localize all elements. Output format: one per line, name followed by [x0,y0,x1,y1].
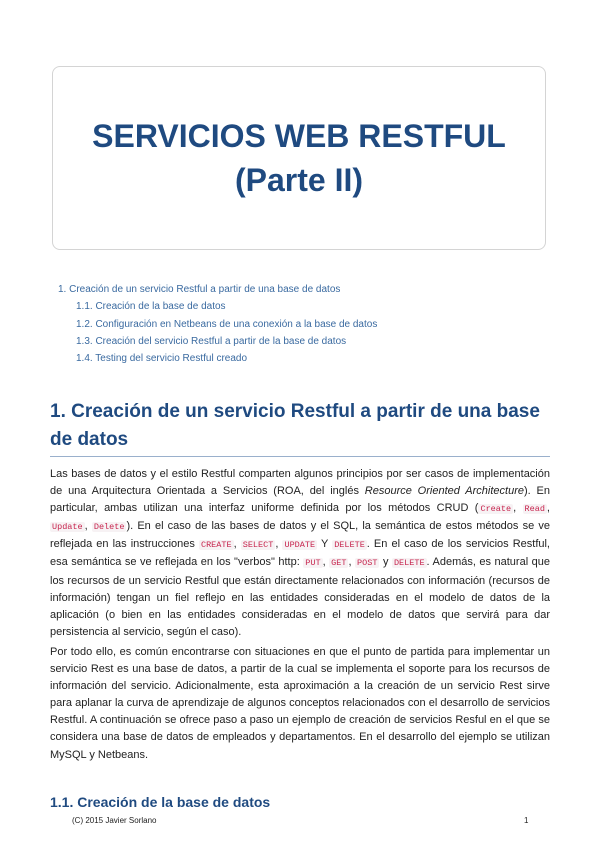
code-http-put: PUT [305,558,321,569]
code-read: Read [524,504,545,515]
code-http-post: POST [357,558,378,569]
heading-rule [50,456,550,457]
p1-text-d: . En el caso de los servicios Restful, esa semántica se ve reflejada en los "verbos" http: [50,538,550,569]
paragraph-1: Las bases de datos y el estilo Restful comparten algunos principios por ser casos de implementación de una Arquitectura Orientada a Servicios (ROA, del inglés Resource Oriented Architecture). En particular, ambas utilizan una interfaz uniforme definida por los métodos CRUD ( Create , Read , Update , Delete ). En el caso de las bases de datos y el SQL, la semántica de estos métodos se ve reflejada en las instrucciones CREATE , SELECT , UPDATE Y DELETE . En el caso de los servicios Restful, esa semántica se ve reflejada en los "verbos" http: PUT , GET , POST y DELETE . Además, es natural que los recursos de un servicio Restful que están directamente relacionados con información (recursos de información) tengan un fiel reflejo en las entidades consideradas en el modelo de datos de la aplicación (o bien en las entidades consideradas en el modelo de datos que servirá para dar persistencia al servicio, según el caso). [50,468,551,638]
code-http-get: GET [331,558,347,569]
code-sql-update: UPDATE [284,540,316,551]
section-heading-1: 1. Creación de un servicio Restful a partir de una base de datos [50,401,540,450]
code-sql-create: CREATE [200,540,232,551]
code-update: Update [52,522,83,533]
toc-item-1[interactable]: 1. Creación de un servicio Restful a partir de una base de datos [58,284,341,295]
code-delete: Delete [93,522,125,533]
code-sql-select: SELECT [242,540,274,551]
document-title: SERVICIOS WEB RESTFUL [92,118,506,154]
toc-item-1-1[interactable]: 1.1. Creación de la base de datos [76,301,226,313]
toc-item-1-3[interactable]: 1.3. Creación del servicio Restful a partir de la base de datos [76,335,347,347]
footer-copyright: (C) 2015 Javier Sorlano [72,816,157,825]
p1-italic: Resource Oriented Architecture [364,485,524,498]
p1-sql-and: Y [320,538,329,551]
p1-text-a: Las bases de datos y el estilo Restful comparten algunos principios por ser casos de implementación de una Arquitectura Orientada a Servicios (ROA, del inglés [50,468,550,498]
document-subtitle: (Parte II) [234,162,364,198]
toc-item-1-4[interactable]: 1.4. Testing del servicio Restful creado [76,353,248,365]
paragraph-2: Por todo ello, es común encontrarse con situaciones en que el punto de partida para implementar un servicio Rest es una base de datos, a partir de la cual se implementa el soporte para los recursos de información del servicio. Adicionalmente, esta aproximación a la creación de un servicio Rest sirve para aplanar la curva de aprendizaje de algunos conceptos relacionados con el desarrollo de servicios Restful. A continuación se ofrece paso a paso un ejemplo de creación de servicios Resful en el que se considera una base de datos de empleados y departamentos. En el desarrollo del ejemplo se utilizan MySQL y Netbeans. [50,646,550,761]
title-box [52,66,546,250]
section-heading-1-1: 1.1. Creación de la base de datos [50,794,271,810]
p1-http-and: y [382,556,389,569]
page-number: 1 [524,816,529,825]
code-http-delete: DELETE [393,558,425,569]
p1-text-c: ). En el caso de las bases de datos y el SQL, la semántica de estos métodos se ve reflejada en las instrucciones [50,520,550,551]
code-sql-delete: DELETE [334,540,365,551]
table-of-contents [58,281,377,367]
toc-item-1-2[interactable]: 1.2. Configuración en Netbeans de una conexión a la base de datos [76,318,378,330]
p1-text-b: ). En particular, ambas utilizan una interfaz uniforme definida por los métodos CRUD ( [50,485,551,515]
code-create: Create [480,504,512,515]
p1-text-e: . Además, es natural que los recursos de un servicio Restful que están directamente relacionados con información (recursos de información) tengan un fiel reflejo en las entidades consideradas en el modelo de datos de la aplicación (o bien en las entidades consideradas en el modelo de datos que servirá para dar persistencia al servicio, según el caso). [50,556,550,638]
